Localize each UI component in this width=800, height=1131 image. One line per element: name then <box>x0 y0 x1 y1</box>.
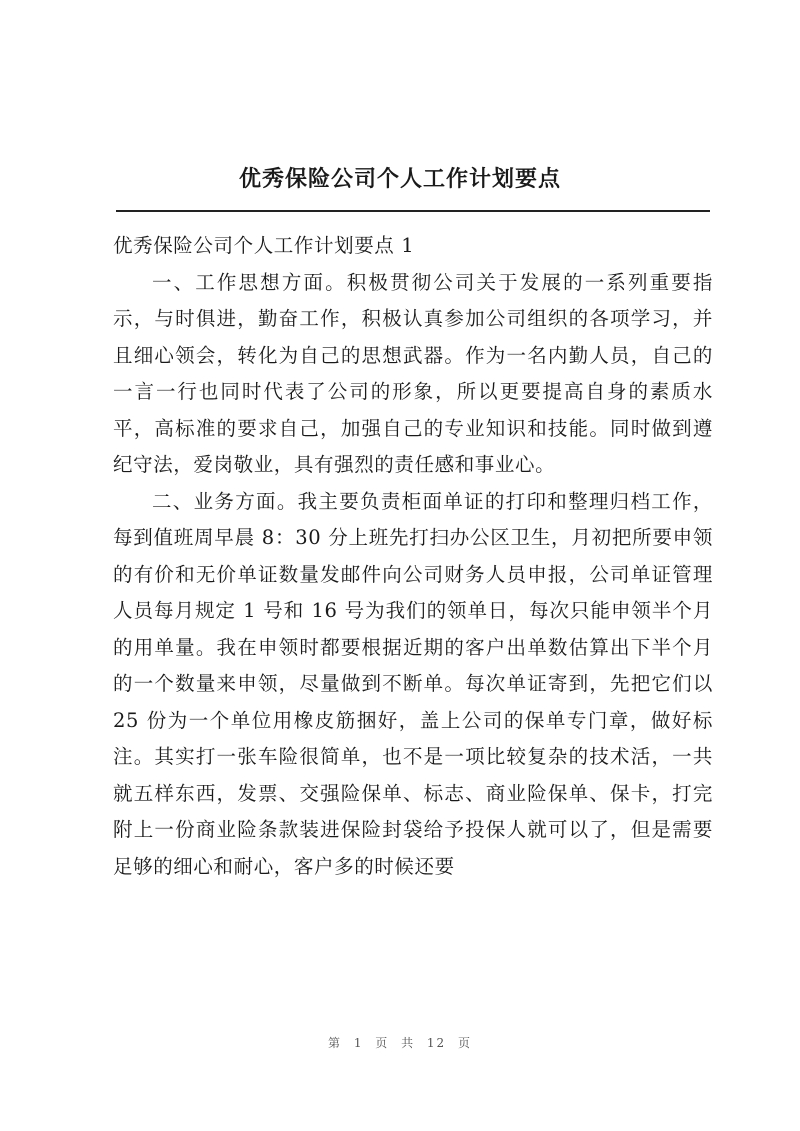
paragraph-work-thought: 一、工作思想方面。积极贯彻公司关于发展的一系列重要指示，与时俱进，勤奋工作，积极认真参加公司组织的各项学习，并且细心领会，转化为自己的思想武器。作为一名内勤人员，自己的一言一行也同时代表了公司的形象，所以更要提高自身的素质水平，高标准的要求自己，加强自己的专业知识和技能。同时做到遵纪守法，爱岗敬业，具有强烈的责任感和事业心。 <box>113 270 713 476</box>
paragraph-business: 二、业务方面。我主要负责柜面单证的打印和整理归档工作，每到值班周早晨 8：30 分上班先打扫办公区卫生，月初把所要申领的有价和无价单证数量发邮件向公司财务人员申报，公司单证管理人员每月规定 1 号和 16 号为我们的领单日，每次只能申领半个月的用单量。我在申领时都要根据近期的客户出单数估算出下半个月的一个数量来申领，尽量做到不断单。每次单证寄到，先把它们以 25 份为一个单位用橡皮筋捆好，盖上公司的保单专门章，做好标注。其实打一张车险很简单，也不是一项比较复杂的技术活，一共就五样东西，发票、交强险保单、标志、商业险保单、保卡，打完附上一份商业险条款装进保险封袋给予投保人就可以了，但是需要足够的细心和耐心，客户多的时候还要 <box>113 489 713 878</box>
document-body <box>113 228 713 885</box>
page-footer: 第 1 页 共 12 页 <box>328 1036 472 1050</box>
document-title: 优秀保险公司个人工作计划要点 <box>238 166 561 192</box>
title-divider <box>116 210 710 212</box>
section-heading: 优秀保险公司个人工作计划要点 1 <box>113 234 415 257</box>
